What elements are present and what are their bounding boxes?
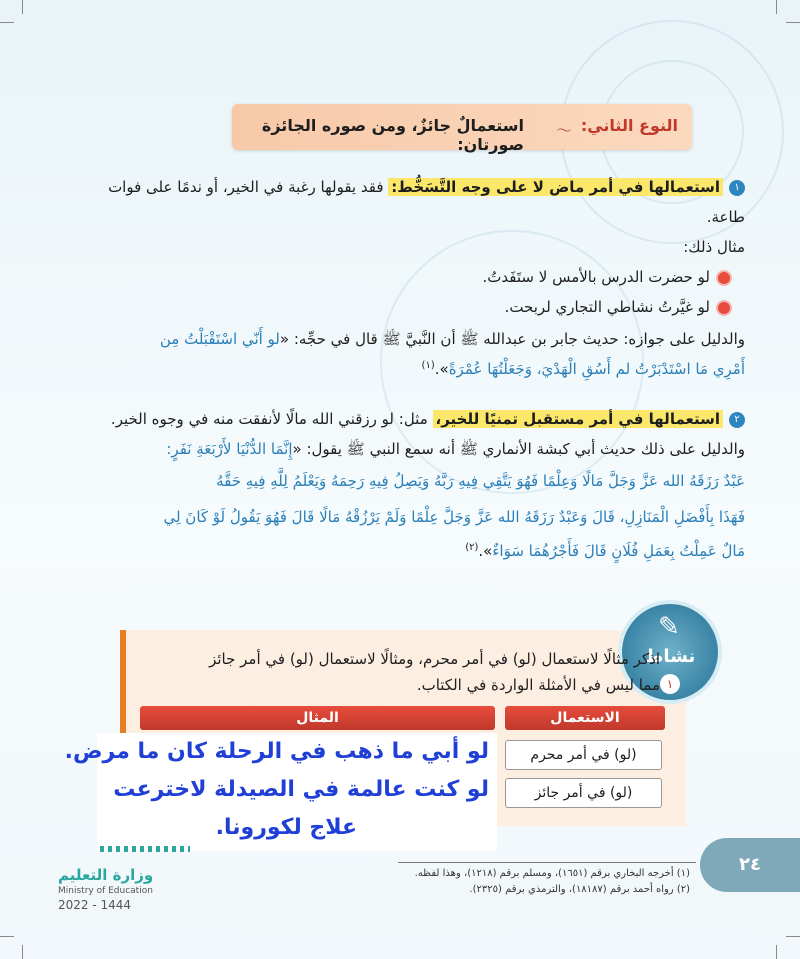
footnote-divider: [398, 862, 696, 863]
crop-mark: [22, 0, 23, 14]
hadith-quote: مَالٌ عَمِلْتُ بِعَمَلِ فُلَانٍ قَالَ فَأَجْرُهُمَا سَوَاءٌ: [492, 542, 745, 560]
section1-line2: طاعة.: [706, 208, 745, 226]
banner-label: النوع الثاني:: [580, 116, 678, 135]
answer-overlay[interactable]: [64, 733, 497, 851]
evidence1-line1: والدليل على جوازه: حديث جابر بن عبدالله ﷺ أن النَّبيَّ ﷺ قال في حجِّه: «لو أَنّي اسْتَقْبَلْتُ مِن: [159, 330, 745, 348]
activity-prompt-line1: اذكر مثالًا لاستعمال (لو) في أمر محرم، ومثالًا لاستعمال (لو) في أمر جائز: [209, 650, 660, 668]
crop-mark: [0, 936, 14, 937]
footnote-1: (١) أخرجه البخاري برقم (١٦٥١)، ومسلم برقم (١٢١٨)، وهذا لفظه.: [414, 868, 690, 879]
column-header-usage: الاستعمال: [505, 706, 665, 730]
ministry-logo-arabic: وزارة التعليم: [58, 866, 154, 884]
example-heading: مثال ذلك:: [683, 238, 745, 256]
usage-cell-forbidden: (لو) في أمر محرم: [505, 740, 662, 770]
evidence1-line2: أَمْرِي مَا اسْتَدْبَرْتُ لم أَسُقِ الْهَدْيَ، وَجَعَلْتُهَا عُمْرَةً».$^{(١)}$: [421, 360, 745, 378]
crop-mark: [776, 945, 777, 959]
evidence2-line1: والدليل على ذلك حديث أبي كبشة الأنماري ﷺ أنه سمع النبي ﷺ يقول: «إِنَّمَا الدُّنْيَا لأَرْبَعَةِ نَفَرٍ:: [166, 440, 745, 458]
column-header-example: المثال: [140, 706, 495, 730]
hadith-quote: إِنَّمَا الدُّنْيَا لأَرْبَعَةِ نَفَرٍ:: [166, 440, 293, 458]
crop-mark: [786, 22, 800, 23]
section2-highlight: استعمالها في أمر مستقبل تمنيًا للخير،: [433, 410, 723, 428]
banner-divider-icon: 〜: [555, 121, 572, 140]
section2-line1: [111, 410, 745, 428]
banner-title: استعمالٌ جائزٌ، ومن صوره الجائزة صورتان:: [261, 116, 524, 154]
example-item: لو غيَّرتُ نشاطي التجاري لربحت.: [505, 298, 730, 316]
usage-cell-permitted: (لو) في أمر جائز: [505, 778, 662, 808]
section2-text: مثل: لو رزقني الله مالًا لأنفقت منه في وجوه الخير.: [110, 410, 433, 428]
footnote-ref: (٢): [465, 542, 479, 553]
section1-line1: [108, 178, 745, 196]
evidence2-line4: مَالٌ عَمِلْتُ بِعَمَلِ فُلَانٍ قَالَ فَأَجْرُهُمَا سَوَاءٌ».$^{(٢)}$: [465, 542, 745, 560]
section-banner: [232, 104, 692, 154]
section1-highlight: استعمالها في أمر ماض لا على وجه التَّسَخُّط:: [388, 178, 723, 196]
crop-mark: [22, 945, 23, 959]
number-badge: ٢: [729, 412, 745, 428]
section1-text: فقد يقولها رغبة في الخير، أو ندمًا على فوات: [108, 178, 389, 196]
edition-year: 2022 - 1444: [58, 898, 132, 912]
crop-mark: [0, 22, 14, 23]
answer-line: لو كنت عالمة في الصيدلة لاخترعت: [113, 777, 489, 802]
pen-icon: ✎: [658, 612, 680, 642]
bullet-icon: [718, 302, 730, 314]
evidence2-line2: عَبْدٌ رَزَقَهُ الله عَزَّ وَجَلَّ مَالًا وَعِلْمًا فَهُوَ يَتَّقِي فِيهِ رَبَّهُ وَيَصِلُ فِيهِ رَحِمَهُ وَيَعْلَمُ لِلَّهِ فِيهِ حَقَّهُ: [216, 472, 745, 490]
answer-line: لو أبي ما ذهب في الرحلة كان ما مرض.: [64, 739, 489, 764]
dotted-decoration: [100, 846, 190, 852]
hadith-quote: لو أَنّي اسْتَقْبَلْتُ مِن: [159, 330, 280, 348]
page-number: ٢٤: [700, 838, 800, 892]
evidence2-line3: فَهَذَا بِأَفْضَلِ الْمَنَازِلِ، قَالَ وَعَبْدٌ رَزَقَهُ الله عَزَّ وَجَلَّ عِلْمًا وَلَمْ يَرْزُقْهُ مَالًا قَالَ فَهُوَ يَقُولُ لَوْ كَانَ لِي: [163, 508, 745, 526]
bullet-icon: [718, 272, 730, 284]
example-item: لو حضرت الدرس بالأمس لا ستَفَدتُ.: [483, 268, 730, 286]
number-badge: ١: [729, 180, 745, 196]
activity-prompt-line2: مما ليس في الأمثلة الواردة في الكتاب.: [416, 676, 660, 694]
ministry-logo-english: Ministry of Education: [58, 886, 153, 896]
activity-number: ١: [660, 674, 680, 694]
footnote-2: (٢) رواه أحمد برقم (١٨١٨٧)، والترمذي برقم (٢٣٢٥).: [469, 884, 690, 895]
footnote-ref: (١): [421, 360, 435, 371]
activity-title: نشاط: [644, 646, 696, 667]
answer-line: علاج لكورونا.: [215, 815, 357, 840]
hadith-quote: أَمْرِي مَا اسْتَدْبَرْتُ لم أَسُقِ الْهَدْيَ، وَجَعَلْتُهَا عُمْرَةً: [448, 360, 745, 378]
crop-mark: [786, 936, 800, 937]
crop-mark: [776, 0, 777, 14]
